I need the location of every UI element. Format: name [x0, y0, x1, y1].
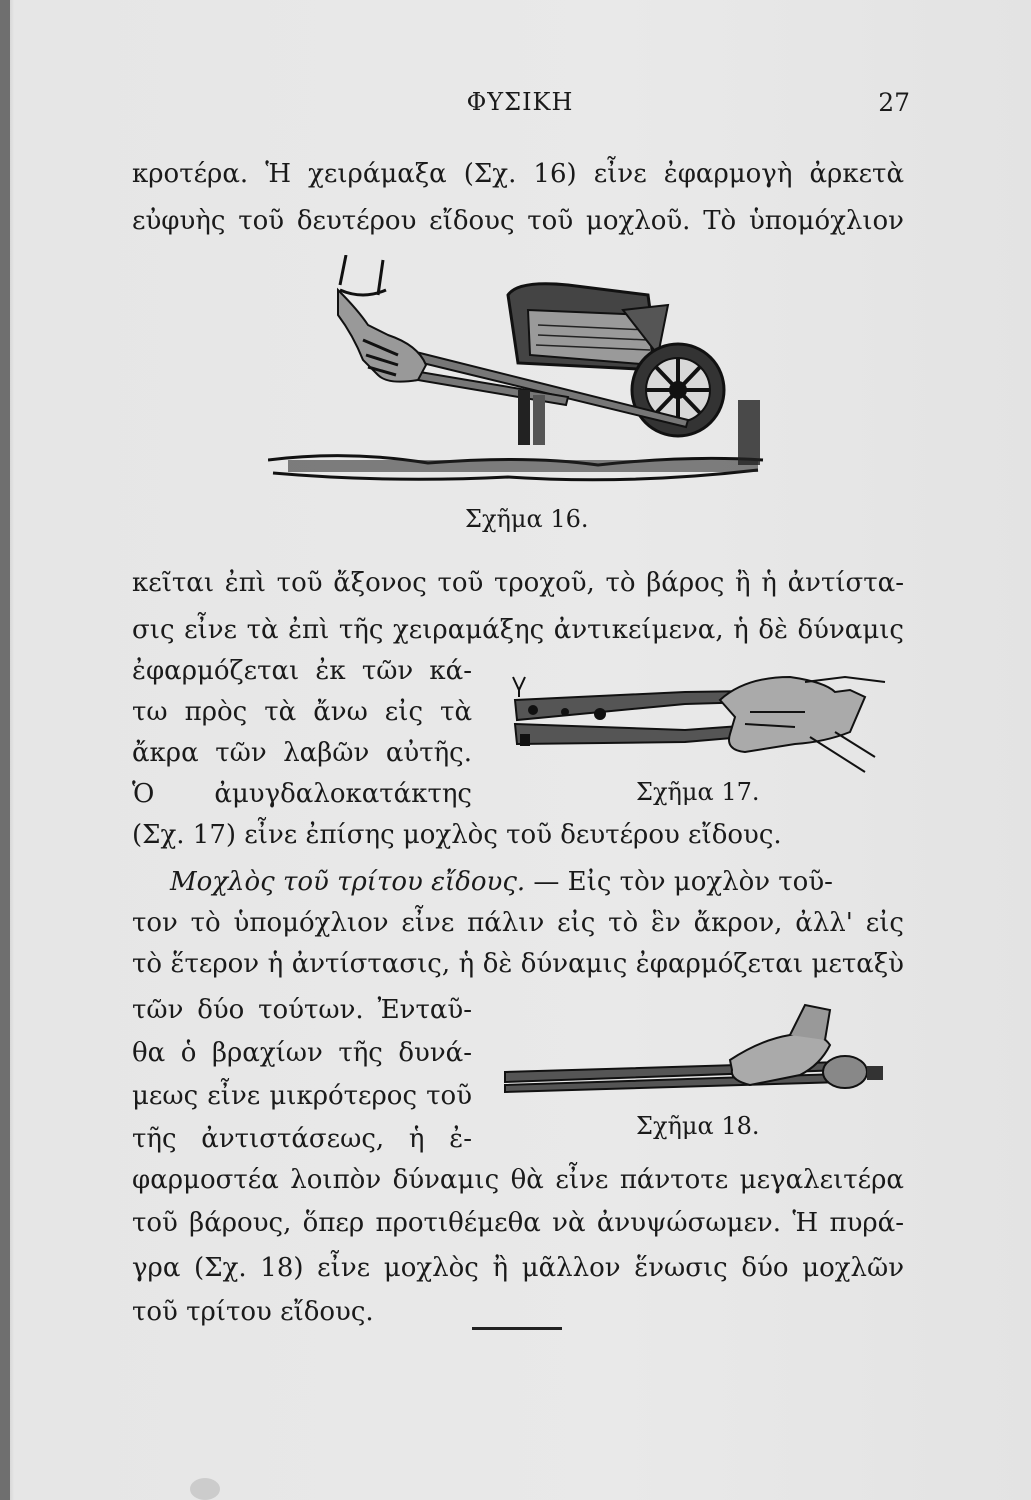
text-line: ἐφαρμόζεται ἐκ τῶν κά-	[132, 656, 472, 686]
text-line: τω πρὸς τὰ ἄνω εἰς τὰ	[132, 697, 472, 727]
text-line: τὸ ἕτερον ἡ ἀντίστασις, ἡ δὲ δύναμις ἐφαρμόζεται μεταξὺ	[132, 949, 904, 979]
text-line: (Σχ. 17) εἶνε ἐπίσης μοχλὸς τοῦ δευτέρου εἴδους.	[132, 820, 782, 850]
figure-17-caption: Σχῆμα 17.	[636, 778, 760, 806]
wheelbarrow-illustration	[268, 255, 768, 500]
text-line: εὐφυὴς τοῦ δευτέρου εἴδους τοῦ μοχλοῦ. Τὸ ὑπομόχλιον	[132, 206, 904, 236]
text-line: σις εἶνε τὰ ἐπὶ τῆς χειραμάξης ἀντικείμενα, ἡ δὲ δύναμις	[132, 615, 904, 645]
page-spine-shadow	[0, 0, 10, 1500]
text-line	[170, 864, 904, 900]
text-line-continuation: — Εἰς τὸν μοχλὸν τοῦ-	[525, 867, 833, 897]
text-line: τῶν δύο τούτων. Ἐνταῦ-	[132, 995, 472, 1025]
text-line: γρα (Σχ. 18) εἶνε μοχλὸς ἢ μᾶλλον ἕνωσις δύο μοχλῶν	[132, 1253, 904, 1283]
figure-16-caption: Σχῆμα 16.	[465, 505, 589, 533]
text-line: τῆς ἀντιστάσεως, ἡ ἐ-	[132, 1124, 472, 1154]
text-line: μεως εἶνε μικρότερος τοῦ	[132, 1081, 472, 1111]
text-line: τον τὸ ὑπομόχλιον εἶνε πάλιν εἰς τὸ ἓν ἄκρον, ἀλλ' εἰς	[132, 908, 904, 938]
text-line: ἄκρα τῶν λαβῶν αὐτῆς.	[132, 738, 472, 768]
text-line: φαρμοστέα λοιπὸν δύναμις θὰ εἶνε πάντοτε μεγαλειτέρα	[132, 1165, 904, 1195]
fire-tongs-illustration	[500, 1000, 900, 1105]
text-line: τοῦ βάρους, ὅπερ προτιθέμεθα νὰ ἀνυψώσωμεν. Ἡ πυρά-	[132, 1208, 904, 1238]
text-line: τοῦ τρίτου εἴδους.	[132, 1297, 374, 1327]
page-smudge	[190, 1478, 220, 1500]
page-number: 27	[878, 88, 910, 117]
text-line: κεῖται ἐπὶ τοῦ ἄξονος τοῦ τροχοῦ, τὸ βάρος ἢ ἡ ἀντίστα-	[132, 568, 904, 598]
text-line: Ὁ ἀμυγδαλοκατάκτης	[132, 779, 472, 809]
running-title: ΦΥΣΙΚΗ	[466, 88, 574, 116]
section-end-rule	[472, 1327, 562, 1330]
text-line: κροτέρα. Ἡ χειράμαξα (Σχ. 16) εἶνε ἐφαρμογὴ ἀρκετὰ	[132, 159, 904, 189]
section-heading-third-lever: Μοχλὸς τοῦ τρίτου εἴδους.	[170, 867, 526, 897]
text-line: θα ὁ βραχίων τῆς δυνά-	[132, 1038, 472, 1068]
figure-18-caption: Σχῆμα 18.	[636, 1112, 760, 1140]
page-header	[130, 88, 910, 128]
nutcracker-illustration	[505, 672, 890, 782]
